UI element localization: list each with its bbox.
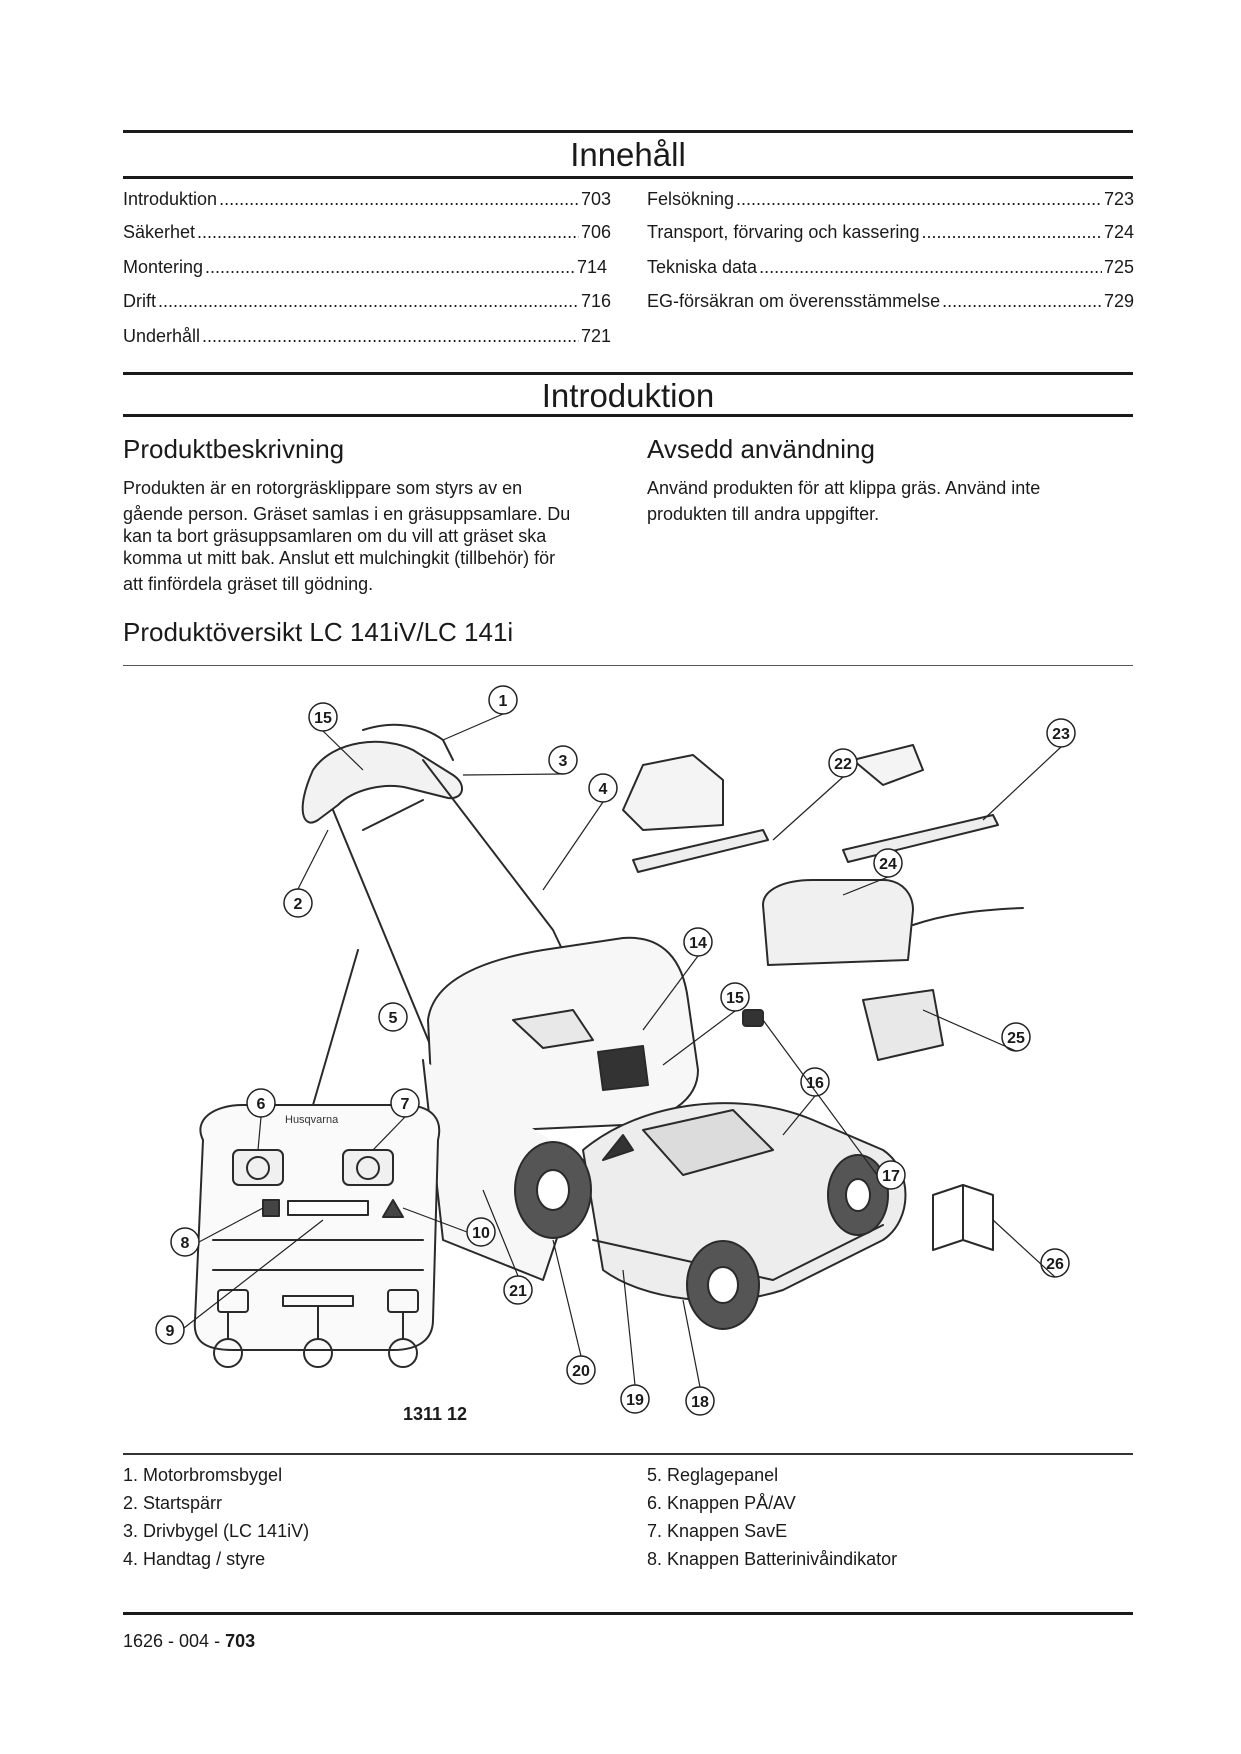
callout-5	[379, 1003, 407, 1031]
svg-text:9: 9	[165, 1323, 175, 1340]
rear-left-hub	[708, 1267, 738, 1303]
svg-text:18: 18	[691, 1394, 709, 1411]
callout-14	[684, 928, 712, 956]
intro-top-rule	[123, 372, 1133, 375]
toc-entry[interactable]: Montering ..... 714	[123, 257, 607, 278]
rear-right-hub	[846, 1179, 870, 1211]
brand-logo: Husqvarna	[285, 1114, 339, 1126]
svg-text:14: 14	[689, 935, 707, 952]
svg-text:6: 6	[256, 1096, 266, 1113]
battery-charger	[763, 880, 913, 965]
toc-bottom-rule	[123, 176, 1133, 179]
front-left-hub	[537, 1170, 569, 1210]
safety-key	[743, 1010, 763, 1026]
callout-24	[874, 849, 902, 877]
page-number: 703	[225, 1631, 256, 1651]
callout-9	[156, 1316, 184, 1344]
footer-rule	[123, 1612, 1133, 1615]
callout-11-12-13: 1311 12	[403, 1404, 468, 1424]
legend-item: 2. Startspärr	[123, 1493, 223, 1513]
product-overview-heading: Produktöversikt LC 141iV/LC 141i	[123, 617, 514, 647]
callout-21	[504, 1276, 532, 1304]
callout-18	[686, 1387, 714, 1415]
svg-text:19: 19	[626, 1392, 644, 1409]
callout-1	[489, 686, 517, 714]
toc-entry[interactable]: Introduktion ..... 703	[123, 189, 611, 210]
legend-item: 4. Handtag / styre	[123, 1549, 266, 1569]
toc-entry[interactable]: Underhåll ..... 721	[123, 326, 611, 347]
svg-text:21: 21	[509, 1283, 527, 1300]
control-panel-on-handle	[598, 1046, 648, 1090]
callout-8	[171, 1228, 199, 1256]
callout-6	[247, 1089, 275, 1117]
battery-pack	[863, 990, 943, 1060]
callout-15a	[309, 703, 337, 731]
callout-26	[1041, 1249, 1069, 1277]
intro-title: Introduktion	[541, 377, 715, 414]
deflector	[853, 745, 923, 785]
svg-text:24: 24	[879, 856, 897, 873]
legend-item: 6. Knappen PÅ/AV	[647, 1493, 796, 1513]
callout-7	[391, 1089, 419, 1117]
toc-entry[interactable]: Drift ..... 716	[123, 291, 611, 312]
product-description-heading: Produktbeskrivning	[123, 434, 345, 464]
battery-indicator-button	[263, 1200, 279, 1216]
svg-text:1: 1	[498, 693, 508, 710]
toc-entry[interactable]: Säkerhet ..... 706	[123, 222, 611, 243]
handle-bar	[303, 742, 462, 823]
blade-left	[633, 830, 768, 872]
svg-text:2: 2	[293, 896, 303, 913]
svg-text:3: 3	[558, 753, 568, 770]
callout-15b	[721, 983, 749, 1011]
toc-entry[interactable]: Transport, förvaring och kassering ..... 724	[647, 222, 1134, 243]
callout-10	[467, 1218, 495, 1246]
intended-use-heading: Avsedd användning	[647, 434, 875, 464]
callout-22	[829, 749, 857, 777]
callout-19	[621, 1385, 649, 1413]
toc-entry[interactable]: Felsökning ..... 723	[647, 189, 1134, 210]
charger-cable	[913, 908, 1023, 925]
svg-text:16: 16	[806, 1075, 824, 1092]
callout-2	[284, 889, 312, 917]
toc-entry[interactable]: Tekniska data ..... 725	[647, 257, 1134, 278]
doc-number: 1626 - 004 -	[123, 1631, 226, 1651]
intro-bottom-rule	[123, 414, 1133, 417]
figure-top-rule	[123, 665, 1133, 666]
page-footer	[123, 1631, 255, 1652]
legend-item: 1. Motorbromsbygel	[123, 1465, 283, 1485]
handle-cross-tube	[363, 800, 423, 830]
callout-23	[1047, 719, 1075, 747]
svg-text:23: 23	[1052, 726, 1070, 743]
toc-top-rule	[123, 130, 1133, 133]
svg-text:17: 17	[882, 1168, 900, 1185]
legend-item: 5. Reglagepanel	[647, 1465, 779, 1485]
svg-text:10: 10	[472, 1225, 490, 1242]
svg-text:8: 8	[180, 1235, 190, 1252]
svg-text:22: 22	[834, 756, 852, 773]
mulching-kit	[623, 755, 723, 830]
battery-level-bar	[288, 1201, 368, 1215]
callout-17	[877, 1161, 905, 1189]
svg-text:5: 5	[388, 1010, 398, 1027]
legend-item: 3. Drivbygel (LC 141iV)	[123, 1521, 310, 1541]
svg-text:20: 20	[572, 1363, 590, 1380]
callout-4	[589, 774, 617, 802]
toc-title: Innehåll	[570, 136, 686, 173]
legend-item: 8. Knappen Batterinivåindikator	[647, 1549, 898, 1569]
panel-leader-line	[313, 950, 358, 1105]
svg-text:25: 25	[1007, 1030, 1025, 1047]
blade-right	[843, 815, 998, 862]
svg-text:15: 15	[726, 990, 744, 1007]
figure-bottom-rule	[123, 1453, 1133, 1455]
svg-text:26: 26	[1046, 1256, 1064, 1273]
callout-3	[549, 746, 577, 774]
legend-item: 7. Knappen SavE	[647, 1521, 788, 1541]
svg-text:7: 7	[400, 1096, 410, 1113]
callout-20	[567, 1356, 595, 1384]
toc-entry[interactable]: EG-försäkran om överensstämmelse ..... 729	[647, 291, 1134, 312]
svg-text:15: 15	[314, 710, 332, 727]
svg-text:4: 4	[598, 781, 608, 798]
product-overview-figure	[123, 680, 1133, 1440]
callout-16	[801, 1068, 829, 1096]
